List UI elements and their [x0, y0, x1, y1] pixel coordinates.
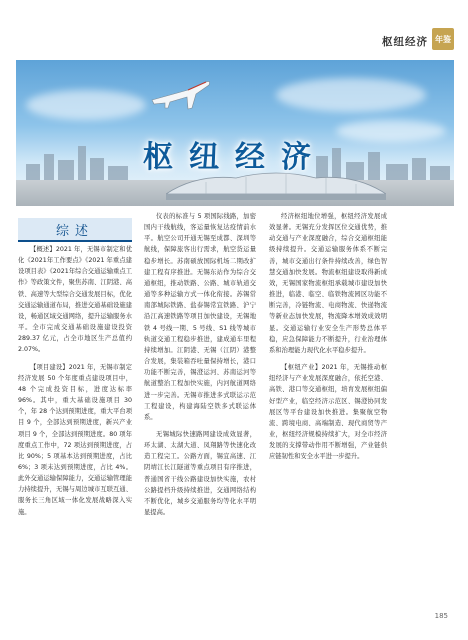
paragraph-hub-economy: 经济枢纽地位增强，枢纽经济发展成效显著。无锡充分发挥区位交通优势，推动交通与产业深度融合，综合交通枢纽能级持续提升。交通运输服务体系不断完善，城市交通出行条件持续改善，绿色智慧交通加快发展。物流枢纽建设取得新成效，无锡国家物流枢纽承载城市建设加快推进，临港、临空、临铁物流园区功能不断完善，冷链物流、电商物流、快递物流等新业态加快发展，物流降本增效成效明显。交通运输行业安全生产形势总体平稳，应急保障能力不断提升，行业治理体系和治理能力现代化水平稳步提升。: [269, 213, 387, 354]
cloud-decoration: [276, 78, 426, 112]
paragraph-overview: 【概述】2021 年，无锡市制定和优化《2021年工作要点》《2021 年重点建设项目表》《2021年综合交通运输重点工作》等政策文件，聚焦苏南、江阴港、高铁、高速等大型综合交通发展目标，优化交通运输通道布局，推进交通基础设施建设，畅通区域交通网络，提升运输服务水平。全市完成交通基础设施建设投资 289.37 亿元，占全市地区生产总值约 2.07%。: [18, 246, 132, 354]
section-tag: 枢纽经济: [382, 36, 428, 48]
paragraph-hub-industry: 【枢纽产业】2021 年，无锡推动枢纽经济与产业发展深度融合，依托空港、高铁、港口等交通枢纽，培育发展枢纽偏好型产业，临空经济示范区、锡澄协同发展区等平台建设加快推进。集聚航空物流、跨境电商、高端制造、现代商贸等产业，枢纽经济规模持续扩大，对全市经济发展的支撑带动作用不断增强，产业链供应链韧性和安全水平进一步提升。: [269, 364, 387, 461]
article-column-1: [18, 212, 132, 518]
paragraph-projects: 【项目建设】2021 年，无锡市制定经济发展 50 个年度重点建设项目中，48 个完成投资目标，进度达标率 96%。其中，重大基础设施项目 30 个，年 28 个达到预期进度，重大平台项目 9 个，全部达到预期进度，新兴产业项目 9 个，全部达到预期进度。80 项年度重点工作中，72 项达到预期进度，占比 90%；5 项基本达到预期进度，占比 6%；3 项未达到预期进度，占比 4%。此外交通运输保障能力，交通运输管理能力持续提升，无锡与周边城市互联互通、服务长三角区域一体化发展战略深入实施。: [18, 363, 132, 516]
hero-title: 枢纽经济: [143, 140, 327, 175]
article-column-2: [144, 211, 256, 518]
paragraph-road-network: 无锡城际快速路网建设成效显著，环太湖、太湖大道、凤翔路等快速化改造工程完工。公路方面，锡宜高速、江阴靖江长江隧道等重点项目有序推进，普通国省干线公路建设加快实施，农村公路提档升级持续推进，交通网络结构不断优化，城乡交通服务均等化水平明显提高。: [144, 430, 256, 517]
hero-banner: [16, 60, 454, 206]
yearbook-logo: 年鉴: [432, 28, 454, 50]
summary-heading: 综述: [18, 218, 132, 242]
page-number: 185: [434, 612, 448, 620]
article-column-3: [269, 211, 387, 462]
paragraph-hub-transport: 仪表的标准与 5 项国际线路，加密国内干线航线，客运量恢复达疫情前水平。航空公司开通无锡至成都、深圳等航线，保障旅客出行需求，航空货运量稳步增长。苏南硕放国际机场二期改扩建工程有序推进。无锡东站作为综合交通枢纽，推动铁路、公路、城市轨道交通等多种运输方式一体化衔接。苏锡常南部城际铁路、盐泰锡常宜铁路、沪宁沿江高速铁路等项目加快建设，无锡地铁 4 号线一期、5 号线、S1 线等城市轨道交通工程稳步推进，建成通车里程持续增加。江阴港、无锡（江阴）港整合发展，集装箱吞吐量保持增长，港口功能不断完善，锡澄运河、苏南运河等航道整治工程加快实施，内河航道网络进一步完善。无锡市推进多式联运示范工程建设，构建海陆空铁多式联运体系。: [144, 213, 256, 421]
airplane-icon: [148, 74, 212, 114]
cloud-decoration: [26, 90, 146, 120]
